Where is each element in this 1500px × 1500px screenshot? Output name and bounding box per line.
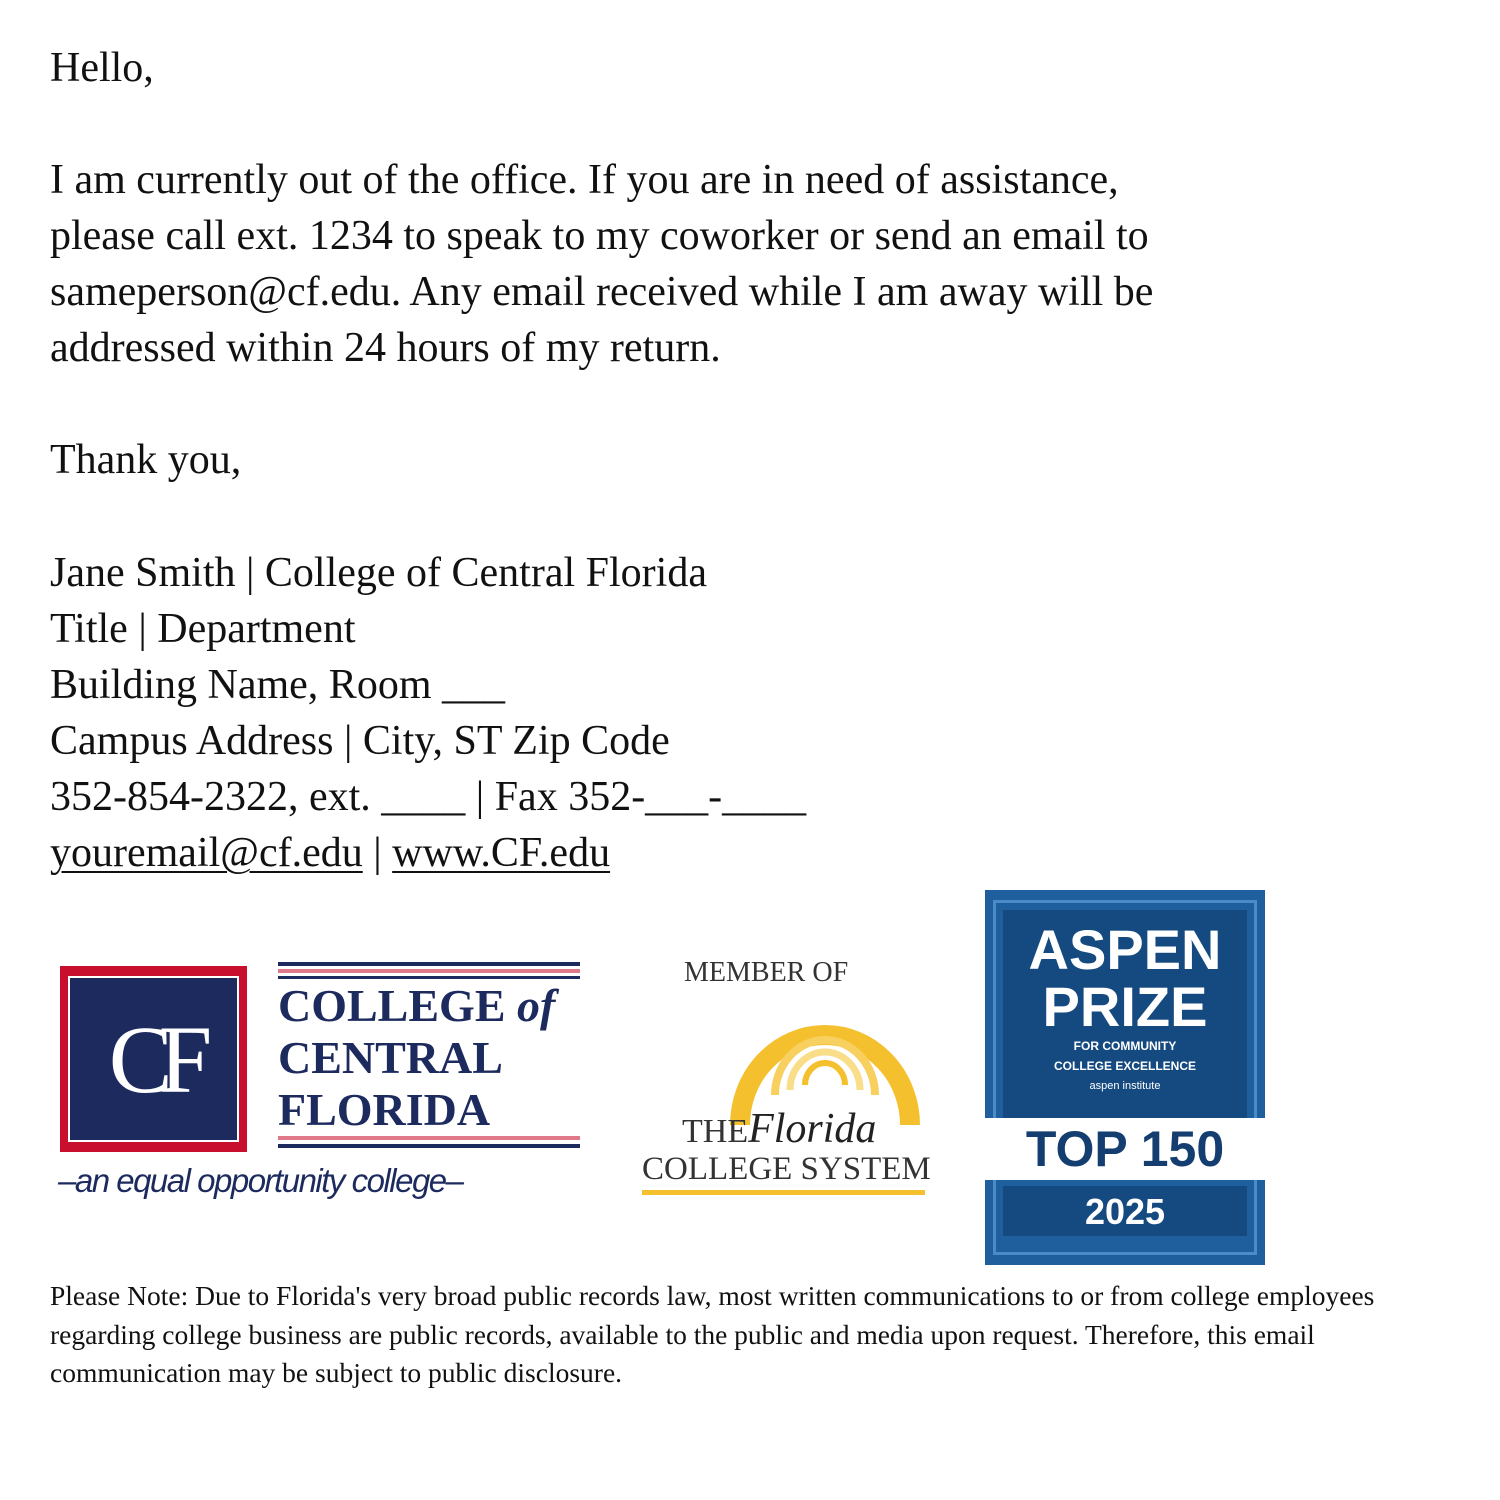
cf-tagline: –an equal opportunity college– <box>58 1162 463 1199</box>
body-line: sameperson@cf.edu. Any email received while I am away will be <box>50 269 1154 315</box>
aspen-line2: PRIZE <box>1042 975 1208 1038</box>
aspen-rank: TOP 150 <box>985 1118 1265 1180</box>
email-link[interactable]: youremail@cf.edu <box>50 830 363 876</box>
body-line: please call ext. 1234 to speak to my coworker or send an email to <box>50 213 1149 259</box>
greeting: Hello, <box>50 45 154 91</box>
cf-name-line3: FLORIDA <box>278 1084 491 1135</box>
aspen-line1: ASPEN <box>1028 918 1222 981</box>
body-line: I am currently out of the office. If you are in need of assistance, <box>50 157 1119 203</box>
cf-logo <box>58 962 583 1207</box>
signature-address: Campus Address | City, ST Zip Code <box>50 718 670 764</box>
fcs-florida: Florida <box>748 1106 877 1152</box>
cf-monogram: CF <box>108 1005 199 1113</box>
aspen-sub2: COLLEGE EXCELLENCE <box>1053 1059 1196 1073</box>
florida-college-system-logo <box>640 955 931 1200</box>
aspen-prize-badge <box>985 890 1265 1265</box>
aspen-sub1: FOR COMMUNITY <box>1073 1039 1177 1053</box>
signature-building: Building Name, Room ___ <box>50 662 505 708</box>
website-link[interactable]: www.CF.edu <box>392 830 611 876</box>
cf-monogram-box <box>60 966 247 1152</box>
cf-name-line2: CENTRAL <box>278 1032 503 1083</box>
aspen-sub3: aspen institute <box>1089 1080 1161 1092</box>
cf-name-of: of <box>517 980 556 1031</box>
signature-title: Title | Department <box>50 606 356 652</box>
cf-name-line1: COLLEGE <box>278 980 506 1031</box>
signature-links <box>50 825 610 881</box>
link-separator: | <box>362 830 393 876</box>
disclaimer: Please Note: Due to Florida's very broad public records law, most written communications to or from college employees regarding college business are public records, available to the public and media upon request. Therefore, this email communication may be subject to public disclosure. <box>50 1280 1375 1388</box>
fcs-member-of: MEMBER OF <box>684 957 849 988</box>
body-line: addressed within 24 hours of my return. <box>50 325 721 371</box>
signature-phone: 352-854-2322, ext. ____ | Fax 352-___-____ <box>50 774 807 820</box>
fcs-the: THE <box>682 1113 749 1150</box>
fcs-college-system: COLLEGE SYSTEM <box>642 1151 931 1187</box>
aspen-year: 2025 <box>1084 1191 1166 1232</box>
signature-name: Jane Smith | College of Central Florida <box>50 550 707 596</box>
closing: Thank you, <box>50 437 242 483</box>
